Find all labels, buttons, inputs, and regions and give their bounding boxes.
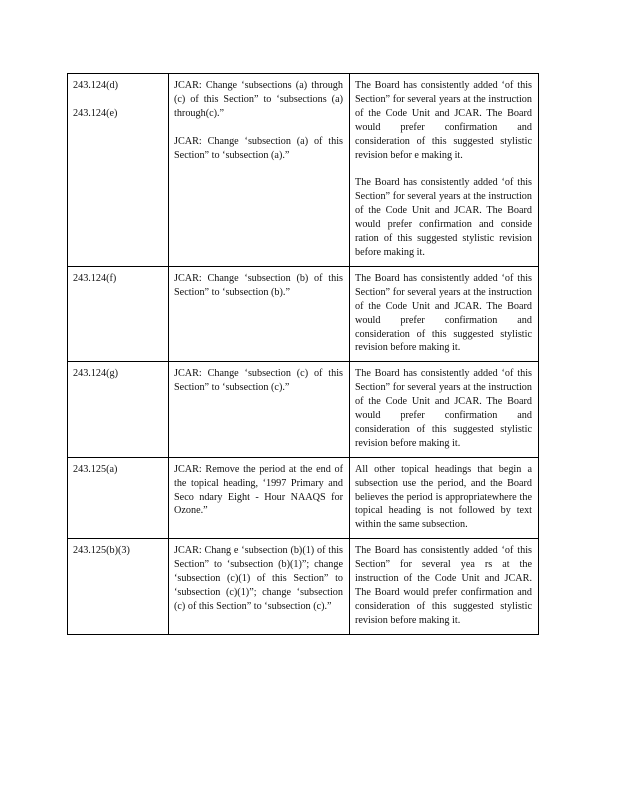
jcar-comment: JCAR: Remove the period at the end of the topical heading, ‘1997 Primary and Seco ndary Eight - Hour NAAQS for Ozone.” xyxy=(174,463,343,517)
board-response-cell xyxy=(350,266,539,361)
section-cell xyxy=(68,74,169,267)
section-cell xyxy=(68,539,169,634)
board-response: The Board has consistently added ‘of this Section” for several years at the instruction of the Code Unit and JCAR. The Board would prefer confirmation and consideration of this suggested stylistic revision befor e making it. xyxy=(355,80,532,161)
jcar-comment-cell xyxy=(169,457,350,539)
section-number: 243.124(g) xyxy=(73,368,118,380)
jcar-comment-cell xyxy=(169,539,350,634)
board-response: The Board has consistently added ‘of this Section” for several years at the instruction of the Code Unit and JCAR. The Board would prefer confirmation and consideration of this suggested stylistic revision before making it. xyxy=(355,368,532,449)
board-response-cell xyxy=(350,362,539,457)
board-response: The Board has consistently added ‘of this Section” for several years at the instruction of the Code Unit and JCAR. The Board would prefer confirmation and consideration of this suggested stylistic revision before making it. xyxy=(355,272,532,354)
section-cell xyxy=(68,457,169,539)
board-response: The Board has consistently added ‘of this Section” for several years at the instruction of the Code Unit and JCAR. The Board would prefer confirmation and conside ration of this suggested stylistic revision before making it. xyxy=(355,177,532,258)
comments-table xyxy=(67,73,539,635)
jcar-comment: JCAR: Change ‘subsection (a) of this Section” to ‘subsection (a).” xyxy=(174,135,343,161)
section-cell xyxy=(68,362,169,457)
table-row xyxy=(68,74,539,267)
jcar-comment: JCAR: Change ‘subsection (b) of this Section” to ‘subsection (b).” xyxy=(174,272,343,298)
table-row xyxy=(68,362,539,457)
table-row xyxy=(68,539,539,634)
section-number: 243.124(e) xyxy=(73,107,118,119)
board-response-cell xyxy=(350,74,539,267)
table-row xyxy=(68,457,539,539)
section-number: 243.124(d) xyxy=(73,80,118,91)
jcar-comment-cell xyxy=(169,74,350,267)
board-response-cell xyxy=(350,457,539,539)
comments-table-body xyxy=(68,74,539,635)
section-number: 243.125(b)(3) xyxy=(73,545,130,557)
jcar-comment-cell xyxy=(169,266,350,361)
jcar-comment: JCAR: Change ‘subsections (a) through (c) of this Section” to ‘subsections (a) through(c).” xyxy=(174,80,343,119)
board-response-cell xyxy=(350,539,539,634)
jcar-comment: JCAR: Change ‘subsection (c) of this Section” to ‘subsection (c).” xyxy=(174,368,343,394)
jcar-comment: JCAR: Chang e ‘subsection (b)(1) of this Section” to ‘subsection (b)(1)”; change ‘subsection (c)(1) of this Section” to ‘subsection (c)(1)”; change ‘subsection (c) of this Section” to ‘subsection (c).” xyxy=(174,545,343,612)
section-number: 243.125(a) xyxy=(73,463,118,475)
table-row xyxy=(68,266,539,361)
board-response: All other topical headings that begin a subsection use the period, and the Board believes the period is appropriatewhere the topical heading is not followed by text within the same subsection. xyxy=(355,463,532,531)
section-number: 243.124(f) xyxy=(73,272,117,284)
jcar-comment-cell xyxy=(169,362,350,457)
board-response: The Board has consistently added ‘of this Section” for several yea rs at the instruction of the Code Unit and JCAR. The Board would prefer confirmation and consideration of this suggested stylistic revision before making it. xyxy=(355,545,532,626)
section-cell xyxy=(68,266,169,361)
